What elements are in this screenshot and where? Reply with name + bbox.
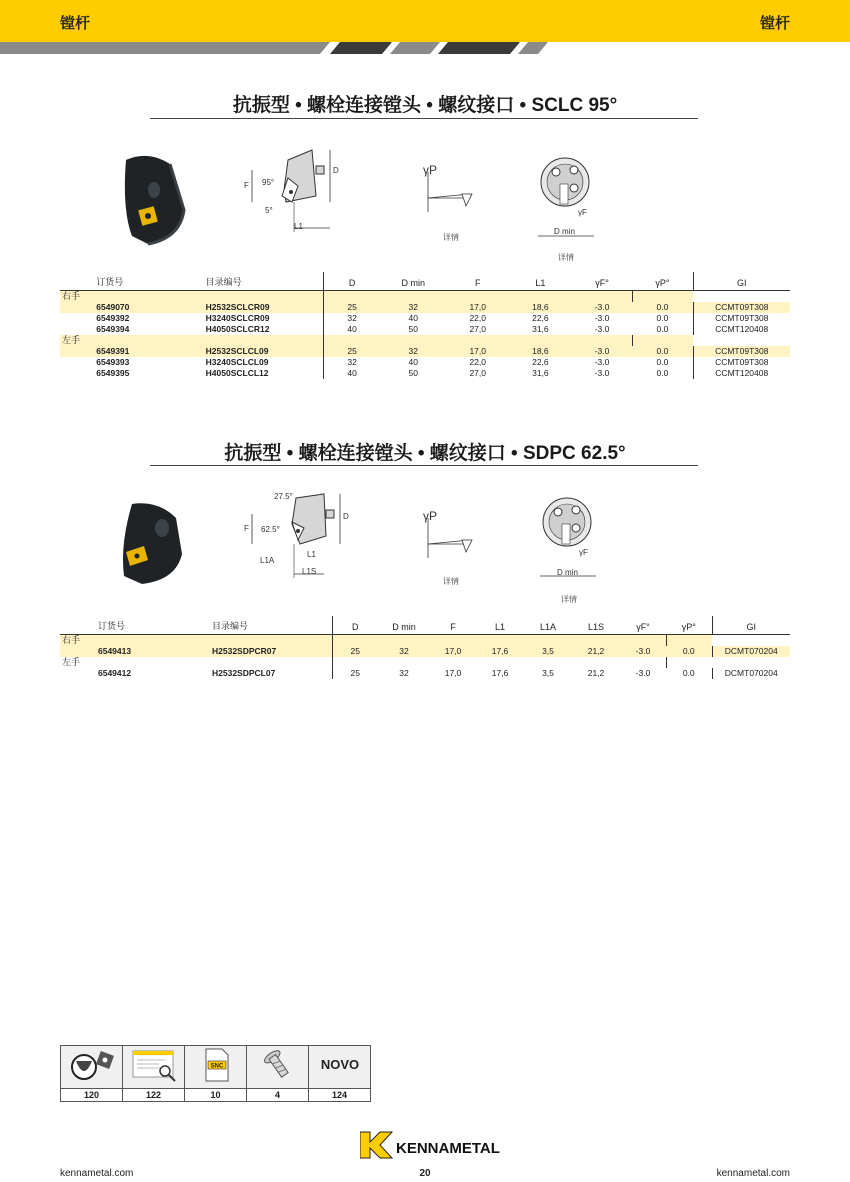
reference-icon-strip (60, 1045, 371, 1102)
dmin-label: D min (554, 227, 575, 236)
empty-cell (190, 335, 324, 346)
catalog-number-cell: H4050SCLCL12 (205, 368, 269, 378)
icon-page-ref: 120 (61, 1089, 123, 1102)
catalog-number-cell: H2532SCLCL09 (205, 346, 269, 356)
spec-table-header (60, 616, 790, 635)
hand-group-label: 右手 (62, 291, 81, 301)
boring-head-photo-sclc (118, 150, 190, 250)
table-row[interactable] (60, 357, 790, 368)
empty-cell (60, 302, 94, 313)
empty-cell (430, 657, 476, 668)
value-cell-gp: 0.0 (656, 313, 669, 323)
col-gamma-p: γP° (681, 622, 696, 632)
empty-cell (332, 657, 378, 668)
novo-logo-icon[interactable] (309, 1046, 371, 1089)
empty-cell (509, 291, 572, 303)
icon-page-ref: 10 (185, 1089, 247, 1102)
order-number-cell: 6549070 (96, 302, 130, 312)
dim-label-f: F (244, 181, 249, 190)
col-catalog-number: 目录编号 (205, 277, 242, 287)
icon-page-ref: 122 (123, 1089, 185, 1102)
empty-cell (378, 657, 430, 668)
gamma-f-label: γF (579, 548, 588, 557)
dimension-drawing-sclc (238, 140, 348, 236)
empty-cell (509, 335, 572, 346)
order-number-cell: 6549391 (96, 346, 130, 356)
gi-insert-cell: CCMT09T308 (693, 302, 790, 313)
value-cell-l1s: 21,2 (587, 646, 605, 656)
value-cell-gp: 0.0 (656, 302, 669, 312)
dimension-drawing-sdpc (238, 488, 348, 580)
empty-cell (666, 635, 712, 647)
table-row[interactable] (60, 324, 790, 335)
gi-insert-cell: CCMT120408 (693, 324, 790, 335)
col-d-min: D min (392, 622, 416, 632)
value-cell-d: 32 (324, 357, 381, 368)
empty-cell (60, 357, 94, 368)
value-cell-d: 25 (324, 346, 381, 357)
value-cell-gf: -3.0 (635, 646, 651, 656)
order-number-cell: 6549395 (96, 368, 130, 378)
gi-insert-cell: CCMT120408 (693, 368, 790, 379)
dim-label-f: F (244, 524, 249, 533)
table-row[interactable] (60, 368, 790, 379)
value-cell-dmin: 50 (408, 368, 419, 378)
value-cell-l1a: 3,5 (542, 646, 554, 656)
empty-cell (332, 635, 378, 647)
section-title-sclc: 抗振型 • 螺栓连接镗头 • 螺纹接口 • SCLC 95° (232, 95, 618, 116)
detail-label-2: 详情 (558, 253, 574, 262)
value-cell-d: 32 (324, 313, 381, 324)
value-cell-l1: 31,6 (532, 324, 549, 334)
value-cell-d: 25 (332, 668, 378, 679)
value-cell-f: 27,0 (469, 324, 486, 334)
table-row[interactable] (60, 668, 790, 679)
value-cell-gf: -3.0 (594, 346, 610, 356)
value-cell-l1: 17,6 (491, 668, 509, 678)
col-order-number: 订货号 (98, 621, 126, 631)
spec-table-sclc (60, 272, 790, 379)
table-row[interactable] (60, 313, 790, 324)
spec-table-header (60, 272, 790, 291)
value-cell-gf: -3.0 (594, 357, 610, 367)
value-cell-l1a: 3,5 (542, 668, 554, 678)
empty-cell (446, 335, 509, 346)
empty-cell (96, 657, 196, 668)
value-cell-d: 40 (324, 324, 381, 335)
dim-label-d: D (343, 512, 349, 521)
col-d-min: D min (401, 278, 426, 288)
empty-cell (60, 313, 94, 324)
value-cell-l1: 18,6 (532, 346, 549, 356)
catalog-number-cell: H3240SCLCR09 (205, 313, 270, 323)
value-cell-dmin: 40 (408, 313, 419, 323)
rake-angle-detail-sdpc (418, 518, 478, 560)
value-cell-f: 17,0 (444, 646, 462, 656)
empty-cell (572, 291, 633, 303)
empty-cell (476, 657, 524, 668)
dim-label-l1a: L1A (260, 556, 275, 565)
col-f: F (450, 622, 456, 632)
dim-label-angle-27-5: 27.5° (274, 492, 293, 501)
empty-cell (430, 635, 476, 647)
hand-group-row (60, 335, 790, 346)
snc-document-icon[interactable] (185, 1046, 247, 1089)
col-f: F (474, 278, 481, 288)
value-cell-l1: 22,6 (532, 313, 549, 323)
brand-name: KENNAMETAL (396, 1140, 500, 1157)
value-cell-dmin: 32 (408, 302, 419, 312)
catalog-number-cell: H4050SCLCR12 (205, 324, 270, 334)
value-cell-f: 17,0 (469, 302, 486, 312)
empty-cell (632, 335, 693, 346)
col-l1: L1 (535, 278, 546, 288)
order-number-cell: 6549412 (98, 668, 132, 678)
value-cell-gp: 0.0 (656, 324, 669, 334)
empty-cell (620, 657, 666, 668)
value-cell-dmin: 32 (399, 668, 409, 678)
value-cell-f: 17,0 (469, 346, 486, 356)
empty-cell (620, 635, 666, 647)
empty-cell (196, 657, 332, 668)
col-gi: GI (693, 272, 790, 291)
snc-text: SNC (210, 1063, 223, 1069)
hand-group-label: 右手 (62, 635, 81, 645)
empty-cell (60, 324, 94, 335)
empty-cell (380, 335, 446, 346)
col-gi: GI (712, 616, 790, 635)
hand-group-label: 左手 (62, 657, 81, 667)
empty-cell (524, 635, 572, 647)
section-title-rule (150, 118, 698, 119)
table-row[interactable] (60, 346, 790, 357)
value-cell-f: 22,0 (469, 313, 486, 323)
value-cell-gp: 0.0 (656, 346, 669, 356)
dim-label-l1s: L1S (302, 567, 317, 576)
hand-group-row (60, 291, 790, 303)
value-cell-gp: 0.0 (656, 368, 669, 378)
empty-cell (190, 291, 324, 303)
catalog-number-cell: H2532SDPCL07 (212, 668, 276, 678)
empty-cell (324, 291, 381, 303)
value-cell-gp: 0.0 (682, 668, 695, 678)
empty-cell (60, 646, 96, 657)
dim-label-d: D (333, 166, 339, 175)
table-row[interactable] (60, 302, 790, 313)
spec-table-sdpc (60, 616, 790, 679)
empty-cell (524, 657, 572, 668)
order-number-cell: 6549413 (98, 646, 132, 656)
value-cell-gp: 0.0 (656, 357, 669, 367)
kennametal-logo[interactable] (360, 1130, 505, 1160)
empty-cell (60, 368, 94, 379)
gi-insert-cell: CCMT09T308 (693, 313, 790, 324)
gamma-p-label: γP (423, 163, 438, 177)
value-cell-gf: -3.0 (635, 668, 651, 678)
empty-cell (666, 657, 712, 668)
value-cell-f: 27,0 (469, 368, 486, 378)
icon-page-ref: 4 (247, 1089, 309, 1102)
value-cell-d: 25 (324, 302, 381, 313)
screw-icon[interactable] (247, 1046, 309, 1089)
empty-cell (196, 635, 332, 647)
dim-label-angle-62-5: 62.5° (261, 525, 280, 534)
col-gamma-f: γF° (595, 278, 609, 288)
value-cell-gf: -3.0 (594, 313, 610, 323)
insert-profile-icon[interactable] (61, 1046, 123, 1089)
page-number: 20 (419, 1168, 431, 1179)
value-cell-f: 22,0 (469, 357, 486, 367)
gi-insert-cell: DCMT070204 (712, 668, 790, 679)
gamma-p-label: γP (423, 509, 438, 523)
empty-cell (60, 346, 94, 357)
hand-group-label: 左手 (62, 335, 81, 345)
col-catalog-number: 目录编号 (212, 621, 249, 631)
dim-label-l1: L1 (294, 222, 303, 231)
icon-page-ref: 124 (309, 1089, 371, 1102)
catalog-number-cell: H2532SDPCR07 (212, 646, 277, 656)
dmin-label: D min (557, 568, 578, 577)
empty-cell (378, 635, 430, 647)
footer-link-right[interactable]: kennametal.com (716, 1168, 790, 1179)
empty-cell (572, 657, 620, 668)
boring-head-photo-sdpc (118, 500, 190, 586)
order-number-cell: 6549393 (96, 357, 130, 367)
empty-cell (94, 335, 189, 346)
dim-label-angle-5: 5° (265, 206, 273, 215)
table-row[interactable] (60, 646, 790, 657)
col-d: D (332, 616, 378, 635)
value-cell-f: 17,0 (444, 668, 462, 678)
empty-cell (476, 635, 524, 647)
empty-cell (324, 335, 381, 346)
value-cell-d: 40 (324, 368, 381, 379)
col-order-number: 订货号 (96, 277, 124, 287)
detail-label-2: 详情 (561, 595, 577, 604)
section-title-sdpc: 抗振型 • 螺栓连接镗头 • 螺纹接口 • SDPC 62.5° (224, 443, 626, 464)
value-cell-l1: 22,6 (532, 357, 549, 367)
empty-cell (94, 291, 189, 303)
empty-cell (96, 635, 196, 647)
value-cell-gf: -3.0 (594, 368, 610, 378)
empty-cell (60, 668, 96, 679)
dim-label-angle-95: 95° (262, 178, 275, 187)
value-cell-dmin: 50 (408, 324, 419, 334)
col-l1a: L1A (539, 622, 556, 632)
gamma-f-label: γF (578, 208, 587, 217)
empty-cell (380, 291, 446, 303)
col-gamma-p: γP° (655, 278, 670, 288)
catalog-number-cell: H2532SCLCR09 (205, 302, 270, 312)
value-cell-dmin: 40 (408, 357, 419, 367)
value-cell-dmin: 32 (408, 346, 419, 356)
header-stripe-band (0, 42, 850, 54)
col-l1: L1 (494, 622, 505, 632)
col-gamma-f: γF° (636, 622, 650, 632)
footer-link-left[interactable]: kennametal.com (60, 1168, 134, 1179)
value-cell-l1: 17,6 (491, 646, 509, 656)
col-d: D (324, 272, 381, 291)
order-number-cell: 6549394 (96, 324, 130, 334)
value-cell-gp: 0.0 (682, 646, 695, 656)
hand-group-row (60, 635, 790, 647)
empty-cell (572, 335, 633, 346)
gi-insert-cell: CCMT09T308 (693, 346, 790, 357)
rake-angle-detail-sclc (418, 172, 478, 214)
hand-group-row (60, 657, 790, 668)
catalog-number-cell: H3240SCLCL09 (205, 357, 269, 367)
value-cell-l1: 18,6 (532, 302, 549, 312)
section-title-rule (150, 465, 698, 466)
empty-cell (446, 291, 509, 303)
value-cell-gf: -3.0 (594, 302, 610, 312)
detail-label-1: 详情 (443, 577, 459, 586)
gi-insert-cell: CCMT09T308 (693, 357, 790, 368)
value-cell-gf: -3.0 (594, 324, 610, 334)
gi-insert-cell: DCMT070204 (712, 646, 790, 657)
value-cell-l1s: 21,2 (587, 668, 605, 678)
value-cell-dmin: 32 (399, 646, 409, 656)
order-number-cell: 6549392 (96, 313, 130, 323)
header-title-left: 镗杆 (60, 15, 91, 32)
dim-label-l1: L1 (307, 550, 316, 559)
header-title-right: 镗杆 (759, 15, 790, 32)
empty-cell (632, 291, 693, 303)
novo-text: NOVO (320, 1056, 359, 1072)
value-cell-d: 25 (332, 646, 378, 657)
header-bar (0, 0, 850, 42)
detail-label-1: 详情 (443, 233, 459, 242)
col-l1s: L1S (587, 622, 604, 632)
catalog-reference-icon[interactable] (123, 1046, 185, 1089)
empty-cell (572, 635, 620, 647)
value-cell-l1: 31,6 (532, 368, 549, 378)
